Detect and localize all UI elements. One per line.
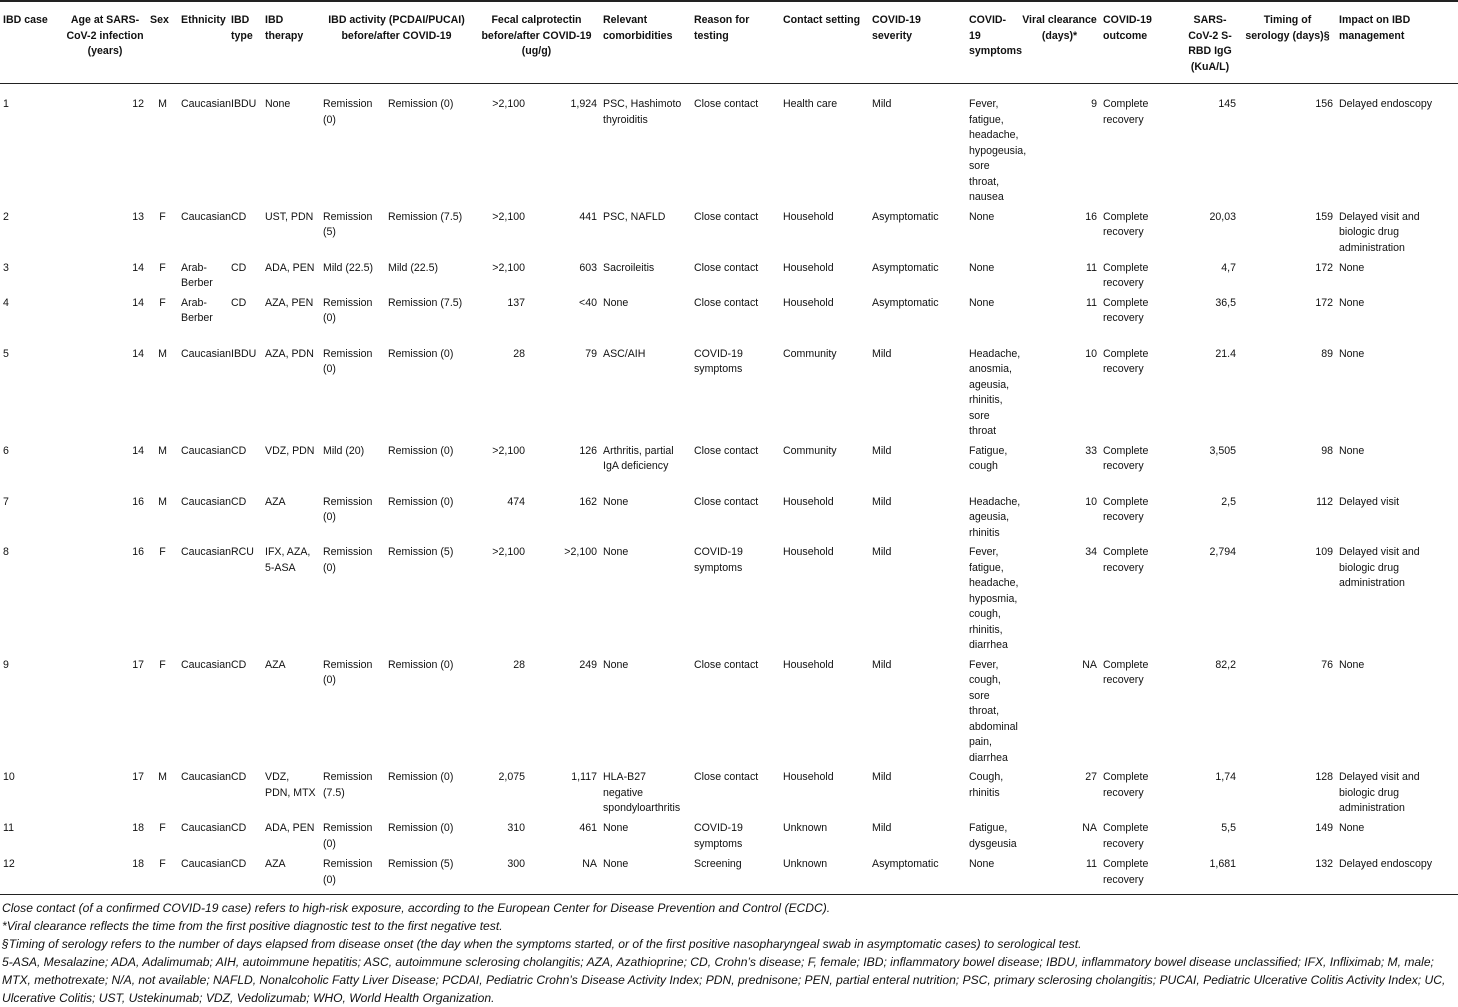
- col-header-sex: Sex: [150, 14, 169, 26]
- col-header-calprotectin: Fecal calprotectin before/after COVID-19 (ug/g): [481, 14, 592, 57]
- cell-age: 17: [132, 658, 144, 671]
- cell-viral-clearance: 9: [1091, 98, 1097, 110]
- cell-case: 7: [3, 495, 9, 508]
- cell-therapy: IFX, AZA, 5-ASA: [265, 546, 311, 574]
- cell-calprotectin-before: >2,100: [492, 546, 525, 558]
- cell-age: 14: [132, 261, 144, 274]
- cell-timing: 172: [1315, 261, 1333, 274]
- cell-ibd-type: CD: [231, 261, 247, 274]
- cell-viral-clearance: 33: [1085, 444, 1097, 457]
- cell-comorbidities: PSC, NAFLD: [603, 210, 666, 223]
- cell-viral-clearance: 11: [1086, 261, 1097, 274]
- cell-age: 13: [132, 210, 144, 223]
- cell-activity-after: Remission (5): [388, 546, 454, 558]
- cell-activity-after: Remission (0): [388, 771, 454, 783]
- cell-ibd-type: CD: [231, 210, 247, 223]
- cell-calprotectin-before: 310: [507, 822, 525, 834]
- cell-impact: Delayed visit and biologic drug administration: [1339, 546, 1420, 589]
- cell-comorbidities: ASC/AIH: [603, 347, 646, 360]
- cell-sex: M: [158, 771, 167, 783]
- cell-igg: 2,794: [1209, 546, 1236, 558]
- cell-outcome: Complete recovery: [1103, 444, 1149, 472]
- col-header-case: IBD case: [3, 14, 48, 26]
- cell-therapy: VDZ, PDN: [265, 444, 315, 457]
- cell-activity-before: Remission (5): [323, 210, 373, 238]
- cell-comorbidities: PSC, Hashimoto thyroiditis: [603, 98, 682, 126]
- cell-impact: None: [1339, 261, 1365, 274]
- col-header-age: Age at SARS-CoV-2 infection (years): [66, 14, 144, 57]
- cell-case: 6: [3, 444, 9, 457]
- table-row: [0, 440, 1458, 491]
- table-row: [0, 206, 1458, 257]
- cell-age: 14: [132, 444, 144, 457]
- cell-case: 5: [3, 347, 9, 360]
- cell-timing: 132: [1315, 858, 1333, 870]
- cell-reason: Close contact: [694, 98, 759, 110]
- cell-therapy: AZA, PEN: [265, 296, 314, 309]
- cell-contact: Household: [783, 296, 834, 309]
- cell-activity-before: Remission (0): [323, 822, 373, 850]
- col-header-ethnicity: Ethnicity: [181, 14, 226, 26]
- cell-reason: Close contact: [694, 495, 759, 508]
- cell-symptoms: None: [969, 858, 995, 870]
- table-row: [0, 853, 1458, 894]
- cell-activity-before: Remission (0): [323, 296, 373, 324]
- cell-calprotectin-after: 162: [579, 495, 597, 508]
- header-row: [0, 1, 1458, 84]
- cell-symptoms: None: [969, 261, 995, 274]
- cell-calprotectin-before: 2,075: [498, 771, 525, 783]
- cell-reason: Close contact: [694, 210, 759, 223]
- cell-calprotectin-after: 461: [579, 822, 597, 834]
- table-row: [0, 257, 1458, 292]
- cell-calprotectin-before: 300: [507, 858, 525, 870]
- cell-activity-after: Remission (7.5): [388, 296, 463, 309]
- cell-reason: COVID-19 symptoms: [694, 347, 743, 375]
- cell-viral-clearance: 16: [1085, 210, 1097, 223]
- cell-case: 4: [3, 296, 9, 309]
- cell-case: 3: [3, 261, 9, 274]
- footnote-serology-timing: §Timing of serology refers to the number of days elapsed from disease onset (the day when the symptoms started, or of the first positive nasopharyngeal swab in asymptomatic cases) to serological test.: [2, 937, 1082, 951]
- cell-timing: 172: [1315, 296, 1333, 309]
- cell-ethnicity: Caucasian: [181, 495, 232, 508]
- col-header-outcome: COVID-19 outcome: [1103, 14, 1152, 42]
- cell-calprotectin-after: 249: [579, 658, 597, 671]
- table-body: [0, 84, 1458, 895]
- cell-viral-clearance: 10: [1085, 495, 1097, 508]
- cell-therapy: AZA, PDN: [265, 347, 314, 360]
- cell-outcome: Complete recovery: [1103, 347, 1149, 375]
- cell-age: 12: [132, 98, 144, 110]
- cell-ethnicity: Caucasian: [181, 546, 232, 558]
- cell-symptoms: Cough, rhinitis: [969, 771, 1004, 799]
- table-row: [0, 491, 1458, 542]
- cell-ibd-type: CD: [231, 658, 247, 671]
- cell-outcome: Complete recovery: [1103, 658, 1149, 686]
- cell-activity-before: Remission (0): [323, 858, 373, 886]
- cell-symptoms: Fever, fatigue, headache, hypogeusia, sore throat, nausea: [969, 98, 1027, 203]
- cell-ethnicity: Caucasian: [181, 347, 232, 360]
- cell-contact: Household: [783, 771, 834, 783]
- col-header-timing: Timing of serology (days)§: [1245, 14, 1330, 42]
- cell-ibd-type: CD: [231, 444, 247, 457]
- cell-age: 18: [132, 858, 144, 870]
- col-header-symptoms: COVID-19 symptoms: [969, 14, 1022, 57]
- cell-igg: 1,74: [1215, 771, 1236, 783]
- cell-activity-after: Remission (0): [388, 347, 454, 360]
- cell-calprotectin-before: >2,100: [492, 98, 525, 110]
- col-header-ibd-type: IBD type: [231, 14, 253, 42]
- cell-symptoms: Fever, fatigue, headache, hyposmia, cough, rhinitis, diarrhea: [969, 546, 1019, 651]
- cell-activity-before: Remission (0): [323, 98, 373, 126]
- cell-reason: COVID-19 symptoms: [694, 822, 743, 850]
- cell-calprotectin-after: 603: [579, 261, 597, 274]
- cell-calprotectin-after: >2,100: [564, 546, 597, 558]
- cell-symptoms: None: [969, 210, 995, 223]
- cell-contact: Community: [783, 347, 837, 360]
- cell-severity: Mild: [872, 347, 892, 360]
- cell-age: 18: [132, 822, 144, 834]
- cell-activity-after: Remission (7.5): [388, 210, 463, 223]
- cell-contact: Unknown: [783, 822, 828, 834]
- cell-contact: Household: [783, 546, 834, 558]
- cell-ethnicity: Caucasian: [181, 210, 232, 223]
- cell-activity-before: Mild (20): [323, 444, 365, 457]
- table-row: [0, 654, 1458, 767]
- cell-severity: Mild: [872, 444, 892, 457]
- cell-activity-before: Remission (0): [323, 658, 373, 686]
- cell-reason: Close contact: [694, 296, 759, 309]
- cell-comorbidities: Arthritis, partial IgA deficiency: [603, 444, 674, 472]
- cell-comorbidities: None: [603, 822, 629, 834]
- cell-therapy: None: [265, 98, 291, 110]
- cell-impact: Delayed visit: [1339, 495, 1400, 508]
- cell-outcome: Complete recovery: [1103, 771, 1149, 799]
- cell-comorbidities: HLA-B27 negative spondyloarthritis: [603, 771, 681, 814]
- cell-symptoms: Headache, ageusia, rhinitis: [969, 495, 1021, 539]
- cell-impact: None: [1339, 347, 1365, 360]
- cell-timing: 76: [1321, 658, 1333, 671]
- cell-igg: 145: [1218, 98, 1236, 110]
- cell-therapy: ADA, PEN: [265, 822, 315, 834]
- col-header-impact: Impact on IBD management: [1339, 14, 1411, 42]
- cell-calprotectin-before: >2,100: [492, 261, 525, 274]
- table-row: [0, 766, 1458, 817]
- cell-ethnicity: Caucasian: [181, 658, 232, 671]
- cell-case: 1: [3, 98, 9, 110]
- cell-calprotectin-before: >2,100: [492, 210, 525, 223]
- cell-ethnicity: Arab-Berber: [181, 261, 213, 289]
- cell-ethnicity: Caucasian: [181, 858, 232, 870]
- cell-impact: None: [1339, 444, 1365, 457]
- table-row: [0, 343, 1458, 440]
- cell-outcome: Complete recovery: [1103, 98, 1149, 126]
- cell-timing: 109: [1315, 546, 1333, 558]
- cell-outcome: Complete recovery: [1103, 210, 1149, 238]
- col-header-severity: COVID-19 severity: [872, 14, 921, 42]
- cell-severity: Mild: [872, 546, 892, 558]
- cell-ibd-type: CD: [231, 858, 247, 870]
- cell-reason: Close contact: [694, 771, 759, 783]
- cell-contact: Household: [783, 261, 834, 274]
- cell-sex: F: [159, 858, 166, 870]
- cell-activity-after: Remission (0): [388, 98, 454, 110]
- cell-igg: 3,505: [1209, 444, 1236, 457]
- cell-calprotectin-before: 474: [507, 495, 525, 508]
- cell-severity: Mild: [872, 658, 892, 671]
- cell-timing: 128: [1315, 771, 1333, 783]
- cell-ibd-type: CD: [231, 771, 247, 783]
- cell-symptoms: None: [969, 296, 995, 309]
- cell-outcome: Complete recovery: [1103, 858, 1149, 886]
- cell-case: 9: [3, 658, 9, 671]
- cell-activity-after: Remission (0): [388, 658, 454, 671]
- cell-severity: Mild: [872, 98, 892, 110]
- cell-calprotectin-after: 1,117: [571, 771, 597, 783]
- col-header-activity: IBD activity (PCDAI/PUCAI) before/after COVID-19: [328, 14, 465, 42]
- footnote-viral-clearance: *Viral clearance reflects the time from the first positive diagnostic test to the first negative test.: [2, 919, 503, 933]
- cell-ethnicity: Caucasian: [181, 771, 232, 783]
- cell-outcome: Complete recovery: [1103, 261, 1149, 289]
- cell-contact: Health care: [783, 98, 838, 110]
- cell-contact: Unknown: [783, 858, 828, 870]
- cell-calprotectin-after: 79: [585, 347, 597, 360]
- cell-activity-before: Remission (0): [323, 495, 373, 523]
- col-header-therapy: IBD therapy: [265, 14, 304, 42]
- cell-activity-before: Mild (22.5): [323, 261, 374, 274]
- cell-timing: 89: [1321, 347, 1333, 360]
- cell-igg: 4,7: [1221, 261, 1236, 274]
- col-header-viral-clearance: Viral clearance (days)*: [1022, 14, 1097, 42]
- cell-igg: 82,2: [1215, 658, 1236, 671]
- cell-ibd-type: RCU: [231, 546, 254, 558]
- cell-activity-before: Remission (7.5): [323, 771, 373, 799]
- cell-igg: 20,03: [1209, 210, 1236, 223]
- cell-calprotectin-after: 1,924: [570, 98, 597, 110]
- cell-comorbidities: None: [603, 658, 629, 671]
- cell-sex: M: [158, 347, 167, 360]
- cell-comorbidities: None: [603, 858, 629, 870]
- col-header-comorbidities: Relevant comorbidities: [603, 14, 673, 42]
- cell-ibd-type: IBDU: [231, 347, 257, 360]
- cell-outcome: Complete recovery: [1103, 546, 1149, 574]
- cell-sex: F: [159, 822, 166, 834]
- cell-calprotectin-before: 28: [513, 658, 525, 671]
- cell-severity: Mild: [872, 495, 892, 508]
- cell-igg: 1,681: [1209, 858, 1236, 870]
- cell-contact: Household: [783, 495, 834, 508]
- cell-ethnicity: Caucasian: [181, 822, 232, 834]
- cell-therapy: VDZ, PDN, MTX: [265, 771, 316, 799]
- cell-therapy: AZA: [265, 658, 286, 671]
- cell-ethnicity: Caucasian: [181, 98, 232, 110]
- cell-outcome: Complete recovery: [1103, 296, 1149, 324]
- cell-severity: Asymptomatic: [872, 210, 939, 223]
- cell-impact: Delayed endoscopy: [1339, 858, 1433, 870]
- cell-therapy: UST, PDN: [265, 210, 314, 223]
- cell-calprotectin-after: 126: [579, 444, 597, 457]
- cell-impact: Delayed visit and biologic drug administration: [1339, 771, 1420, 814]
- cell-case: 8: [3, 546, 9, 558]
- cell-sex: M: [158, 98, 167, 110]
- cell-symptoms: Fatigue, dysgeusia: [969, 822, 1017, 850]
- cell-activity-after: Remission (0): [388, 444, 454, 457]
- cell-therapy: AZA: [265, 858, 286, 870]
- cell-reason: Close contact: [694, 444, 759, 457]
- cell-reason: Screening: [694, 858, 742, 870]
- table-row: [0, 541, 1458, 654]
- cell-viral-clearance: NA: [1082, 658, 1097, 671]
- cell-calprotectin-after: 441: [579, 210, 597, 223]
- cell-calprotectin-before: 137: [507, 296, 525, 309]
- cell-activity-after: Remission (5): [388, 858, 454, 870]
- cell-comorbidities: None: [603, 546, 629, 558]
- cell-sex: F: [159, 210, 166, 223]
- cell-symptoms: Headache, anosmia, ageusia, rhinitis, sore throat: [969, 347, 1021, 437]
- cell-viral-clearance: 10: [1085, 347, 1097, 360]
- cell-outcome: Complete recovery: [1103, 495, 1149, 523]
- cell-calprotectin-before: 28: [513, 347, 525, 360]
- cell-ibd-type: CD: [231, 822, 247, 834]
- cell-igg: 36,5: [1215, 296, 1236, 309]
- cell-therapy: ADA, PEN: [265, 261, 315, 274]
- cell-reason: Close contact: [694, 658, 759, 671]
- cell-igg: 21.4: [1215, 347, 1236, 360]
- cell-reason: Close contact: [694, 261, 759, 274]
- cell-impact: Delayed endoscopy: [1339, 98, 1433, 110]
- cell-case: 12: [3, 858, 15, 870]
- cell-ethnicity: Caucasian: [181, 444, 232, 457]
- col-header-contact: Contact setting: [783, 14, 861, 26]
- footnote-close-contact: Close contact (of a confirmed COVID-19 case) refers to high-risk exposure, according to the European Center for Disease Prevention and Control (ECDC).: [2, 901, 831, 915]
- cell-sex: F: [159, 658, 166, 671]
- cell-symptoms: Fever, cough, sore throat, abdominal pain, diarrhea: [969, 658, 1018, 764]
- cell-impact: None: [1339, 658, 1365, 671]
- cell-severity: Asymptomatic: [872, 261, 939, 274]
- cell-severity: Mild: [872, 771, 892, 783]
- footnote-abbreviations: 5-ASA, Mesalazine; ADA, Adalimumab; AIH, autoimmune hepatitis; ASC, autoimmune sclerosing cholangitis; AZA, Azathioprine; CD, Crohn’s disease; F, female; IBD; inflammatory bowel disease; IBDU, inflammatory bowel disease unclassified; IFX, Infliximab; M, male; MTX, methotrexate; N/A, not available; NAFLD, Nonalcoholic Fatty Liver Disease; PCDAI, Pediatric Crohn’s Disease Activity Index; PDN, prednisone; PEN, partial enteral nutrition; PSC, primary sclerosing cholangitis; PUCAI, Pediatric Ulcerative Colitis Activity Index; UC, Ulcerative Colitis; UST, Ustekinumab; VDZ, Vedolizumab; WHO, World Health Organization.: [2, 955, 1446, 1005]
- cell-symptoms: Fatigue, cough: [969, 444, 1008, 472]
- cell-case: 2: [3, 210, 9, 223]
- cell-activity-after: Remission (0): [388, 495, 454, 508]
- cell-activity-after: Mild (22.5): [388, 261, 439, 274]
- cell-timing: 112: [1316, 495, 1333, 508]
- cell-timing: 156: [1315, 98, 1333, 110]
- cell-age: 16: [132, 495, 144, 508]
- table-row: [0, 292, 1458, 343]
- cell-severity: Asymptomatic: [872, 858, 939, 870]
- cell-timing: 159: [1315, 210, 1333, 223]
- cell-therapy: AZA: [265, 495, 286, 508]
- col-header-igg: SARS-CoV-2 S-RBD IgG (KuA/L): [1188, 14, 1232, 73]
- cell-case: 11: [3, 822, 14, 834]
- cell-ibd-type: IBDU: [231, 98, 257, 110]
- cell-comorbidities: None: [603, 495, 629, 508]
- cell-comorbidities: Sacroileitis: [603, 261, 655, 274]
- cell-viral-clearance: 11: [1086, 858, 1097, 870]
- cell-sex: M: [158, 495, 167, 508]
- cell-age: 14: [132, 296, 144, 309]
- cell-activity-after: Remission (0): [388, 822, 454, 834]
- cell-impact: None: [1339, 822, 1365, 834]
- cell-sex: F: [159, 261, 166, 274]
- cell-viral-clearance: 27: [1085, 771, 1097, 783]
- cell-ibd-type: CD: [231, 296, 247, 309]
- table-row: [0, 84, 1458, 206]
- cell-severity: Mild: [872, 822, 892, 834]
- cell-contact: Household: [783, 210, 834, 223]
- cell-igg: 5,5: [1221, 822, 1236, 834]
- table-row: [0, 817, 1458, 853]
- cell-ibd-type: CD: [231, 495, 247, 508]
- cell-severity: Asymptomatic: [872, 296, 939, 309]
- cell-activity-before: Remission (0): [323, 347, 373, 375]
- cell-sex: F: [159, 296, 166, 309]
- cell-ethnicity: Arab-Berber: [181, 296, 213, 324]
- cell-contact: Community: [783, 444, 837, 457]
- cell-outcome: Complete recovery: [1103, 822, 1149, 850]
- col-header-reason: Reason for testing: [694, 14, 750, 42]
- cell-impact: Delayed visit and biologic drug administration: [1339, 210, 1420, 254]
- cell-viral-clearance: 34: [1085, 546, 1097, 558]
- cell-case: 10: [3, 771, 15, 783]
- cell-calprotectin-after: <40: [579, 296, 597, 309]
- cell-sex: F: [159, 546, 166, 558]
- cell-viral-clearance: NA: [1082, 822, 1097, 834]
- cell-comorbidities: None: [603, 296, 629, 309]
- cell-age: 14: [132, 347, 144, 360]
- cell-age: 16: [132, 546, 144, 558]
- cell-reason: COVID-19 symptoms: [694, 546, 743, 574]
- table-footnotes: [2, 899, 1454, 1007]
- cell-timing: 98: [1321, 444, 1333, 457]
- cell-activity-before: Remission (0): [323, 546, 373, 574]
- cell-contact: Household: [783, 658, 834, 671]
- cell-igg: 2,5: [1221, 495, 1236, 508]
- cell-timing: 149: [1315, 822, 1333, 834]
- cell-age: 17: [132, 771, 144, 783]
- cell-calprotectin-after: NA: [582, 858, 597, 870]
- cell-calprotectin-before: >2,100: [492, 444, 525, 457]
- cell-sex: M: [158, 444, 167, 457]
- cell-viral-clearance: 11: [1086, 296, 1097, 309]
- cell-impact: None: [1339, 296, 1365, 309]
